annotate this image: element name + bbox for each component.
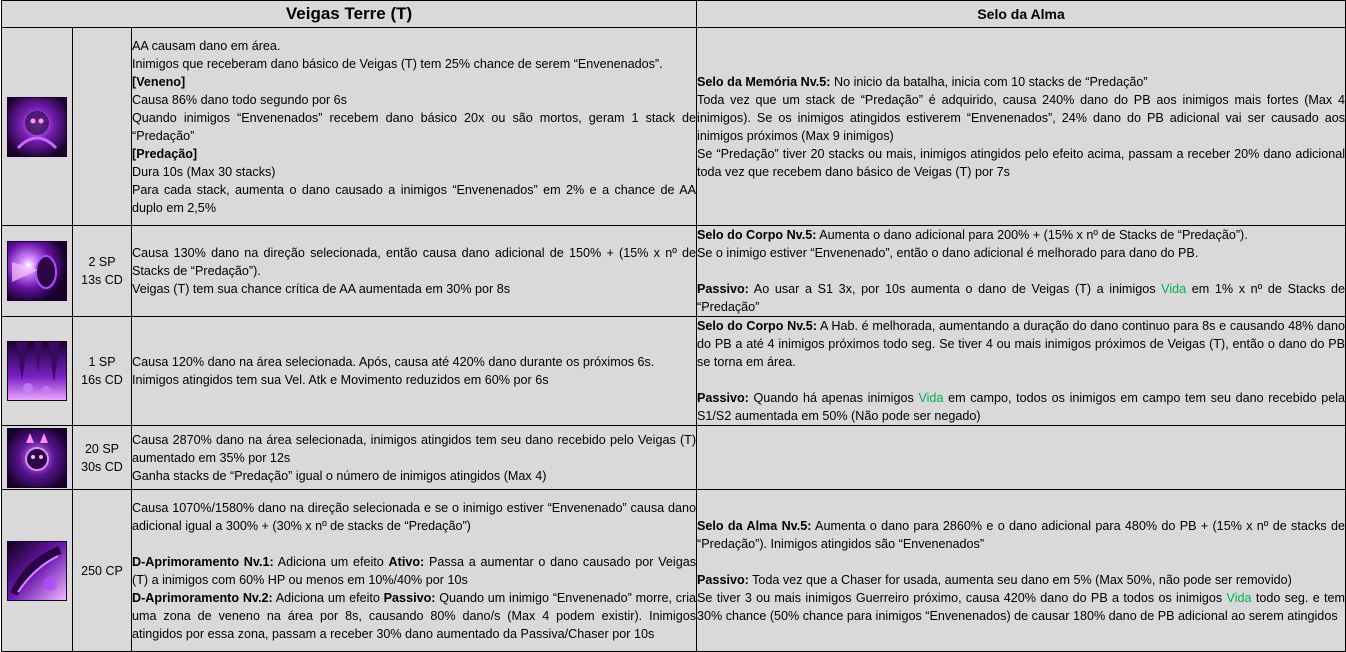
- skill-description: Causa 1070%/1580% dano na direção selecionada e se o inimigo estiver “Envenenado” causa dano adicional igual a 300% + (30% x nº de stacks de “Predação”) D-Aprimoramento Nv.1: Adiciona um efeito Ativo: Passa a aumentar o dano causado por Veigas (T) a inimigos com 60% HP ou menos em 10%/40% por 10s D-Aprimoramento Nv.2: Adiciona um efeito Passivo: Quando um inimigo “Envenenado” morre, cria uma zona de veneno na área por 8s, causando 80% dano/s (Max 4 podem existir). Inimigos atingidos por essa zona, passam a receber 30% dano aumentado da Passiva/Chaser por 10s: [132, 490, 697, 652]
- seal-description: [697, 426, 1346, 490]
- sp-cost: 20 SP: [84, 441, 120, 456]
- poison-curse-icon: [7, 428, 67, 488]
- poison-ultimate-icon: [7, 541, 67, 601]
- skill-description: Causa 2870% dano na área selecionada, inimigos atingidos tem seu dano recebido pelo Veigas (T) aumentado em 35% por 12s Ganha stacks de “Predação” igual o número de inimigos atingidos (Max 4): [132, 426, 697, 490]
- table-row-chaser: [2, 490, 1346, 652]
- character-title: Veigas Terre (T): [2, 1, 697, 28]
- poison-field-icon: [7, 341, 67, 401]
- skill-cost: [73, 226, 132, 317]
- table-row-s1: [2, 226, 1346, 317]
- sp-cost: 1 SP: [88, 355, 116, 369]
- skill-cost: [73, 317, 132, 426]
- seal-column-title: Selo da Alma: [697, 1, 1346, 28]
- cp-cost: 250 CP: [81, 563, 123, 578]
- cooldown: 16s CD: [81, 373, 123, 387]
- cooldown: 13s CD: [81, 273, 123, 287]
- table-header-row: [2, 1, 1346, 28]
- skill-cost: [73, 426, 132, 490]
- seal-description: Selo da Alma Nv.5: Aumenta o dano para 2860% e o dano adicional para 480% do PB + (15% x nº de stacks de “Predação”). Inimigos atingidos são “Envenenados” Passivo: Toda vez que a Chaser for usada, aumenta seu dano em 5% (Max 50%, não pode ser removido) Se tiver 3 ou mais inimigos Guerreiro próximo, causa 420% dano do PB a todos os inimigos Vida todo seg. e tem 30% chance (50% chance para inimigos “Envenenados) de causar 180% dano de PB adicional ao serem atingidos: [697, 490, 1346, 652]
- poison-passive-icon: [7, 97, 67, 157]
- skill-cost: [73, 490, 132, 652]
- seal-description: Selo do Corpo Nv.5: Aumenta o dano adicional para 200% + (15% x nº de Stacks de “Predação”). Se o inimigo estiver “Envenenado”, então o dano adicional é melhorado para dano do PB. Passivo: Ao usar a S1 3x, por 10s aumenta o dano de Veigas (T) a inimigos Vida em 1% x nº de Stacks de “Predação”: [697, 226, 1346, 317]
- skills-table: [1, 0, 1346, 652]
- skill-cost: [73, 28, 132, 226]
- table-row-s3: [2, 426, 1346, 490]
- table-row-s2: [2, 317, 1346, 426]
- skill-description: AA causam dano em área. Inimigos que receberam dano básico de Veigas (T) tem 25% chance de serem “Envenenados”. [Veneno] Causa 86% dano todo segundo por 6s Quando inimigos “Envenenados” recebem dano básico 20x ou são mortos, geram 1 stack de “Predação” [Predação] Dura 10s (Max 30 stacks) Para cada stack, aumenta o dano causado a inimigos “Envenenados” em 2% e a chance de AA duplo em 2,5%: [132, 28, 697, 226]
- skill-description: Causa 130% dano na direção selecionada, então causa dano adicional de 150% + (15% x nº de Stacks de “Predação”). Veigas (T) tem sua chance crítica de AA aumentada em 30% por 8s: [132, 226, 697, 317]
- seal-description: Selo da Memória Nv.5: No inicio da batalha, inicia com 10 stacks de “Predação” Toda vez que um stack de “Predação” é adquirido, causa 240% dano do PB aos inimigos mais fortes (Max 4 inimigos). Se os inimigos atingidos estiverem “Envenenados”, 24% dano do PB adicional vai ser causado aos inimigos próximos (Max 9 inimigos) Se “Predação” tiver 20 stacks ou mais, inimigos atingidos pelo efeito acima, passam a receber 20% dano adicional toda vez que recebem dano básico de Veigas (T) por 7s: [697, 28, 1346, 226]
- seal-description: Selo do Corpo Nv.5: A Hab. é melhorada, aumentando a duração do dano continuo para 8s e causando 48% dano do PB a até 4 inimigos próximos todo seg. Se tiver 4 ou mais inimigos próximos de Veigas (T), então o dano do PB se torna em área. Passivo: Quando há apenas inimigos Vida em campo, todos os inimigos em campo tem seu dano recebido pela S1/S2 aumentada em 50% (Não pode ser negado): [697, 317, 1346, 426]
- poison-blast-icon: [7, 241, 67, 301]
- cooldown: 30s CD: [81, 459, 123, 474]
- sp-cost: 2 SP: [88, 255, 116, 269]
- table-row-passive: [2, 28, 1346, 226]
- skill-description: Causa 120% dano na área selecionada. Após, causa até 420% dano durante os próximos 6s. Inimigos atingidos tem sua Vel. Atk e Movimento reduzidos em 60% por 6s: [132, 317, 697, 426]
